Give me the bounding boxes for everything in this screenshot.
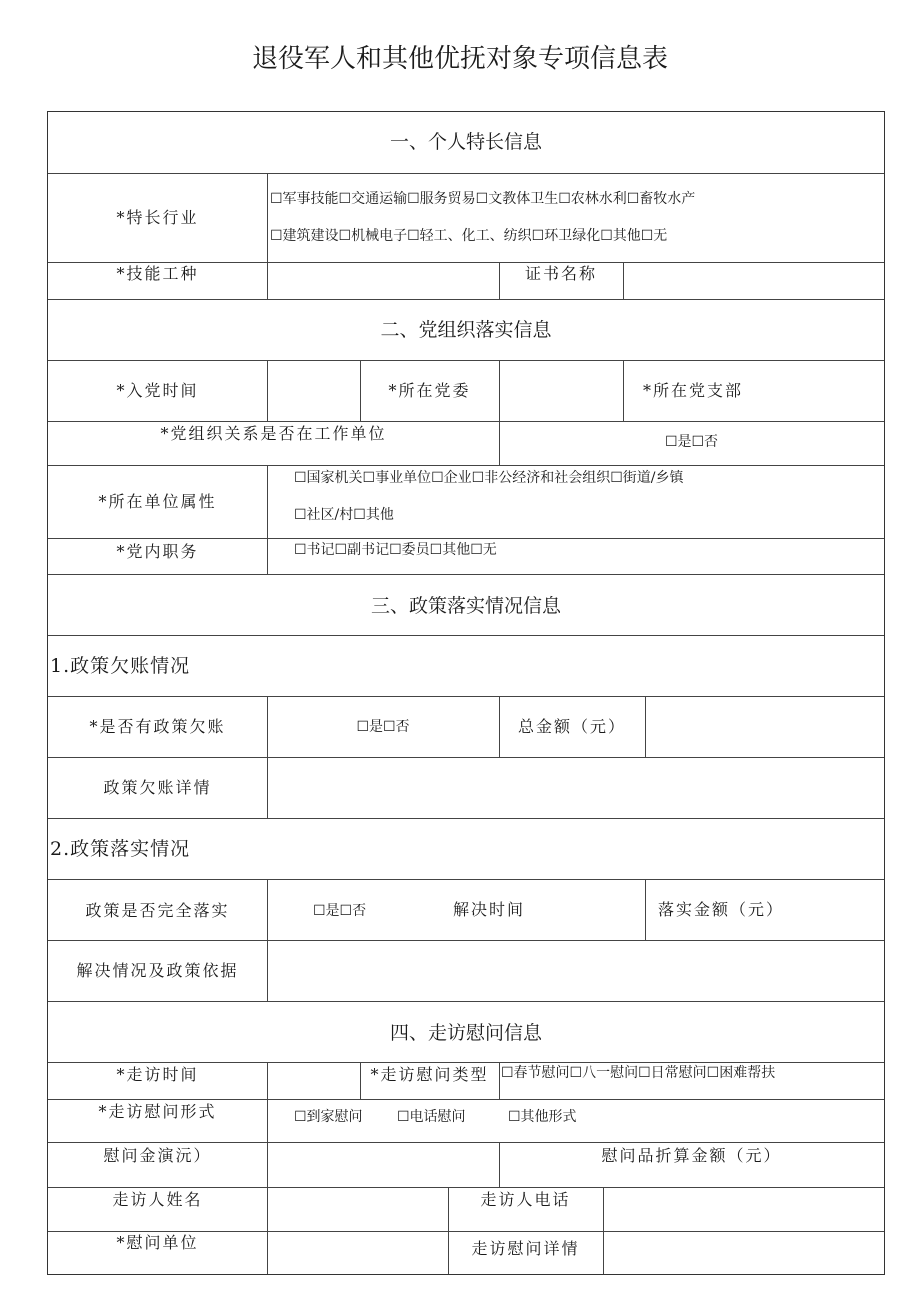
row-divider (48, 173, 884, 174)
row-divider (48, 1142, 884, 1143)
col-divider (267, 360, 268, 421)
branch-label: *所在党支部 (642, 381, 743, 400)
party-duty-label: *党内职务 (116, 542, 199, 561)
row-divider (48, 757, 884, 758)
join-date-input[interactable] (269, 362, 358, 419)
visit-money-label: 慰问金演沅） (103, 1146, 212, 1165)
row-divider (48, 299, 884, 300)
visitor-phone-input[interactable] (605, 1189, 883, 1229)
section-title-policy: 三、政策落实情况信息 (370, 595, 561, 617)
section-title-specialty: 一、个人特长信息 (389, 131, 542, 153)
specialty-options-line2[interactable]: ☐建筑建设☐机械电子☐轻工、化工、纺织☐环卫绿化☐其他☐无 (270, 228, 668, 244)
visit-money-input[interactable] (269, 1144, 497, 1185)
row-divider (48, 1231, 884, 1232)
row-divider (48, 1099, 884, 1100)
row-divider (48, 696, 884, 697)
party-relation-options[interactable]: ☐是☐否 (664, 434, 719, 450)
policy-debt-options[interactable]: ☐是☐否 (356, 719, 410, 735)
visitor-name-label: 走访人姓名 (112, 1190, 203, 1209)
col-divider (623, 262, 624, 299)
unit-type-label: *所在单位属性 (98, 492, 217, 511)
policy-debt-label: *是否有政策欠账 (89, 717, 226, 736)
visit-detail-label: 走访慰问详情 (471, 1239, 580, 1258)
visit-unit-label: *慰问单位 (116, 1233, 199, 1252)
row-divider (48, 1001, 884, 1002)
visit-unit-input[interactable] (269, 1233, 446, 1273)
unit-type-options-line2[interactable]: ☐社区/村☐其他 (294, 507, 394, 523)
cert-label: 证书名称 (524, 264, 597, 283)
impl-amount-label: 落实金额（元） (658, 900, 785, 919)
form-title: 退役军人和其他优抚对象专项信息表 (251, 44, 668, 74)
col-divider (645, 696, 646, 757)
solution-basis-label: 解决情况及政策依据 (76, 961, 239, 980)
policy-impl-options[interactable]: ☐是☐否 (313, 903, 367, 919)
cert-input[interactable] (625, 264, 883, 297)
visit-form-label: *走访慰问形式 (98, 1102, 217, 1121)
row-divider (48, 465, 884, 466)
row-divider (48, 360, 884, 361)
policy-impl-label: 政策是否完全落实 (85, 901, 230, 920)
row-divider (48, 635, 884, 636)
specialty-label: *特长行业 (116, 208, 199, 227)
visit-type-label: *走访慰问类型 (370, 1065, 489, 1084)
subsection-policy-debt: 1.政策欠账情况 (50, 655, 191, 677)
join-date-label: *入党时间 (116, 381, 199, 400)
visit-form-other[interactable]: ☐其他形式 (508, 1109, 577, 1125)
unit-type-options-line1[interactable]: ☐国家机关☐事业单位☐企业☐非公经济和社会组织☐街道/乡镇 (294, 470, 684, 486)
specialty-options-line1[interactable]: ☐军事技能☐交通运输☐服务贸易☐文教体卫生☐农林水利☐畜牧水产 (270, 191, 696, 207)
solve-time-label: 解决时间 (453, 900, 526, 919)
row-divider (48, 538, 884, 539)
skill-label: *技能工种 (116, 264, 199, 283)
debt-detail-input[interactable] (269, 759, 883, 816)
goods-amount-label: 慰问品折算金额（元） (601, 1146, 782, 1165)
row-divider (48, 262, 884, 263)
col-divider (499, 1062, 500, 1099)
visitor-name-input[interactable] (269, 1189, 446, 1229)
col-divider (267, 696, 268, 818)
visit-detail-input[interactable] (605, 1233, 883, 1273)
solution-basis-input[interactable] (269, 942, 883, 999)
col-divider (645, 879, 646, 940)
section-title-party: 二、党组织落实信息 (380, 319, 552, 341)
visit-form-home[interactable]: ☐到家慰问 (294, 1109, 363, 1125)
row-divider (48, 879, 884, 880)
col-divider (267, 465, 268, 574)
col-divider (267, 879, 268, 1001)
committee-input[interactable] (501, 362, 621, 419)
col-divider (267, 173, 268, 299)
row-divider (48, 1187, 884, 1188)
branch-input[interactable] (763, 362, 883, 419)
committee-label: *所在党委 (388, 381, 471, 400)
total-amount-input[interactable] (647, 698, 883, 755)
visit-time-label: *走访时间 (116, 1065, 199, 1084)
col-divider (267, 1062, 268, 1274)
row-divider (48, 421, 884, 422)
skill-input[interactable] (269, 264, 497, 297)
visitor-phone-label: 走访人电话 (480, 1190, 571, 1209)
visit-form-phone[interactable]: ☐电话慰问 (397, 1109, 466, 1125)
total-amount-label: 总金额（元） (517, 717, 626, 736)
row-divider (48, 940, 884, 941)
section-title-visit: 四、走访慰问信息 (389, 1022, 542, 1044)
col-divider (603, 1187, 604, 1274)
party-duty-options[interactable]: ☐书记☐副书记☐委员☐其他☐无 (294, 542, 497, 558)
visit-type-options[interactable]: ☐春节慰问☐八一慰问☐日常慰问☐困难帮扶 (501, 1065, 776, 1081)
subsection-policy-impl: 2.政策落实情况 (50, 838, 191, 860)
party-relation-label: *党组织关系是否在工作单位 (160, 424, 387, 443)
row-divider (48, 574, 884, 575)
row-divider (48, 818, 884, 819)
visit-time-input[interactable] (269, 1064, 358, 1097)
debt-detail-label: 政策欠账详情 (103, 778, 212, 797)
info-form (47, 111, 885, 1275)
